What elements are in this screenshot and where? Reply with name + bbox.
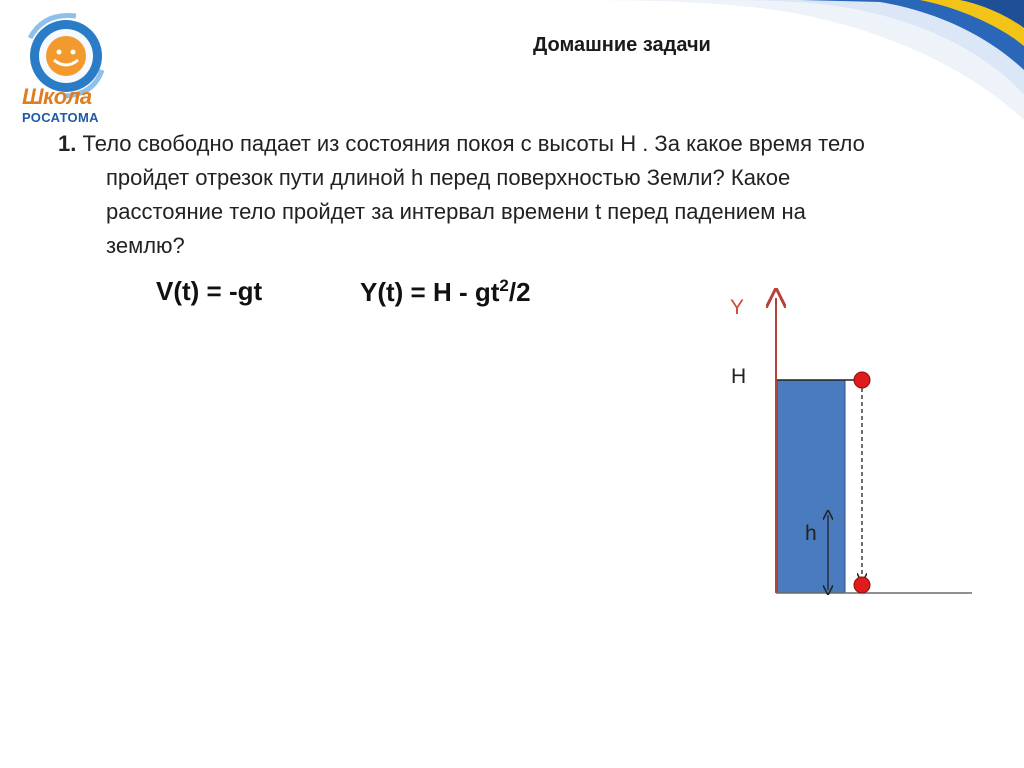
height-bar	[777, 380, 845, 593]
ball-end	[854, 577, 870, 593]
segment-label: h	[805, 522, 817, 545]
header-wave-decoration	[0, 0, 1024, 140]
problem-line-2: пройдет отрезок пути длиной h перед поверхностью Земли? Какое	[106, 165, 791, 190]
height-label: H	[731, 365, 747, 388]
problem-line-3: расстояние тело пройдет за интервал времени t перед падением на	[106, 199, 806, 224]
problem-statement	[58, 127, 958, 263]
problem-line-1: Тело свободно падает из состояния покоя с высоты H . За какое время тело	[82, 131, 865, 156]
problem-number: 1.	[58, 131, 77, 156]
falling-body-diagram	[700, 280, 990, 610]
logo-subtitle: РОСАТОМА	[22, 110, 99, 125]
ball-start	[854, 372, 870, 388]
y-axis-label: Y	[730, 296, 745, 319]
position-formula-exponent: 2	[499, 276, 509, 295]
position-formula	[360, 276, 531, 308]
position-formula-main: Y(t) = H - gt	[360, 277, 500, 307]
position-formula-tail: /2	[508, 277, 531, 307]
logo-wordmark: Школа	[22, 84, 92, 109]
velocity-formula: V(t) = -gt	[156, 276, 263, 306]
problem-line-4: землю?	[106, 233, 185, 258]
page-title: Домашние задачи	[533, 34, 711, 56]
